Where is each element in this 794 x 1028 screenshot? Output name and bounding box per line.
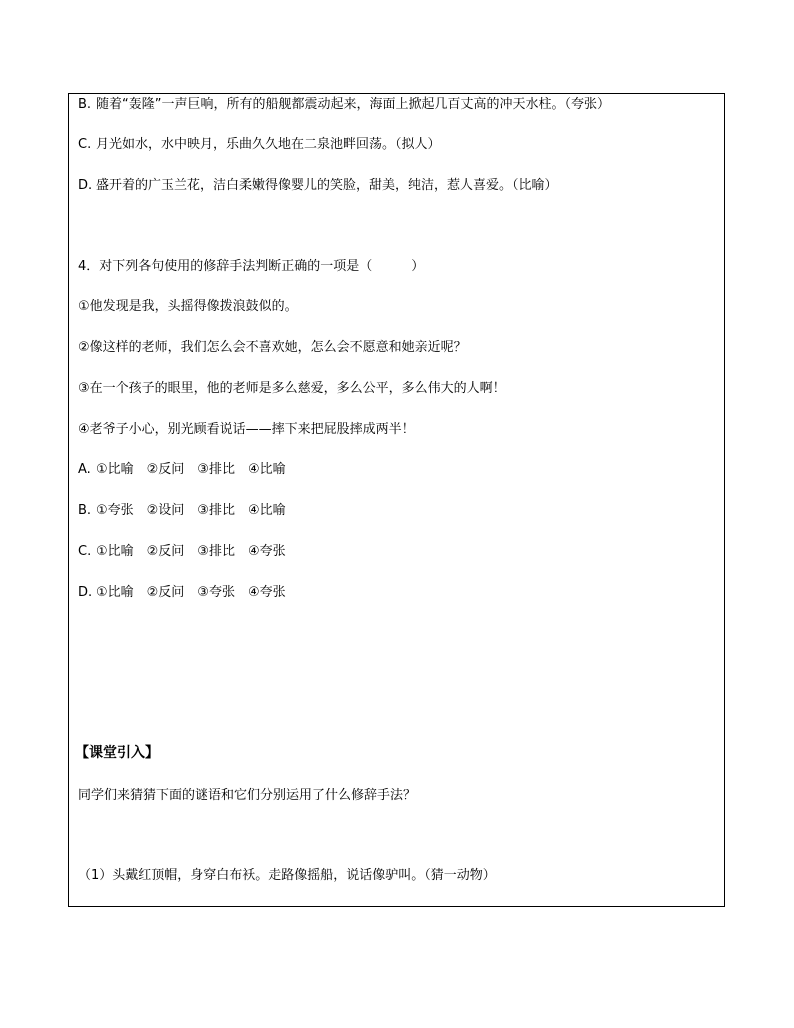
option-label: B. — [78, 97, 92, 112]
sentence-3: ③在一个孩子的眼里，他的老师是多么慈爱，多么公平，多么伟大的人啊！ — [78, 381, 506, 396]
riddle-1: （1）头戴红顶帽，身穿白布袄。走路像摇船，说话像驴叫。（猜一动物） — [78, 868, 496, 883]
option-d — [78, 178, 558, 194]
choice-text: ①比喻 ②反问 ③排比 ④比喻 — [96, 462, 286, 477]
option-label: D. — [78, 178, 93, 193]
option-text: 随着“轰隆”一声巨响，所有的船舰都震动起来，海面上掀起几百丈高的冲天水柱。（夸张） — [96, 97, 610, 112]
sentence-1: ①他发现是我，头摇得像拨浪鼓似的。 — [78, 299, 298, 314]
choice-label: A. — [78, 462, 91, 477]
choice-text: ①比喻 ②反问 ③排比 ④夸张 — [96, 544, 286, 559]
choice-b — [78, 503, 286, 519]
choice-text: ①比喻 ②反问 ③夸张 ④夸张 — [96, 585, 286, 600]
choice-d — [78, 585, 286, 601]
choice-label: D. — [78, 585, 93, 600]
choice-label: C. — [78, 544, 92, 559]
section-heading: 【课堂引入】 — [75, 745, 159, 761]
option-c — [78, 137, 441, 153]
choice-a — [78, 462, 286, 478]
option-text: 盛开着的广玉兰花，洁白柔嫩得像婴儿的笑脸，甜美，纯洁，惹人喜爱。（比喻） — [96, 178, 558, 193]
option-label: C. — [78, 137, 92, 152]
choice-label: B. — [78, 503, 92, 518]
intro-prompt: 同学们来猜猜下面的谜语和它们分别运用了什么修辞手法？ — [78, 788, 417, 803]
choice-c — [78, 544, 286, 560]
option-b — [78, 97, 610, 113]
sentence-2: ②像这样的老师，我们怎么会不喜欢她，怎么会不愿意和她亲近呢？ — [78, 340, 467, 355]
sentence-4: ④老爷子小心，别光顾看说话——摔下来把屁股摔成两半！ — [78, 422, 415, 437]
question-4-stem: 4．对下列各句使用的修辞手法判断正确的一项是（ ） — [78, 259, 425, 274]
content-frame — [68, 93, 725, 907]
choice-text: ①夸张 ②设问 ③排比 ④比喻 — [96, 503, 286, 518]
option-text: 月光如水，水中映月，乐曲久久地在二泉池畔回荡。（拟人） — [96, 137, 441, 152]
